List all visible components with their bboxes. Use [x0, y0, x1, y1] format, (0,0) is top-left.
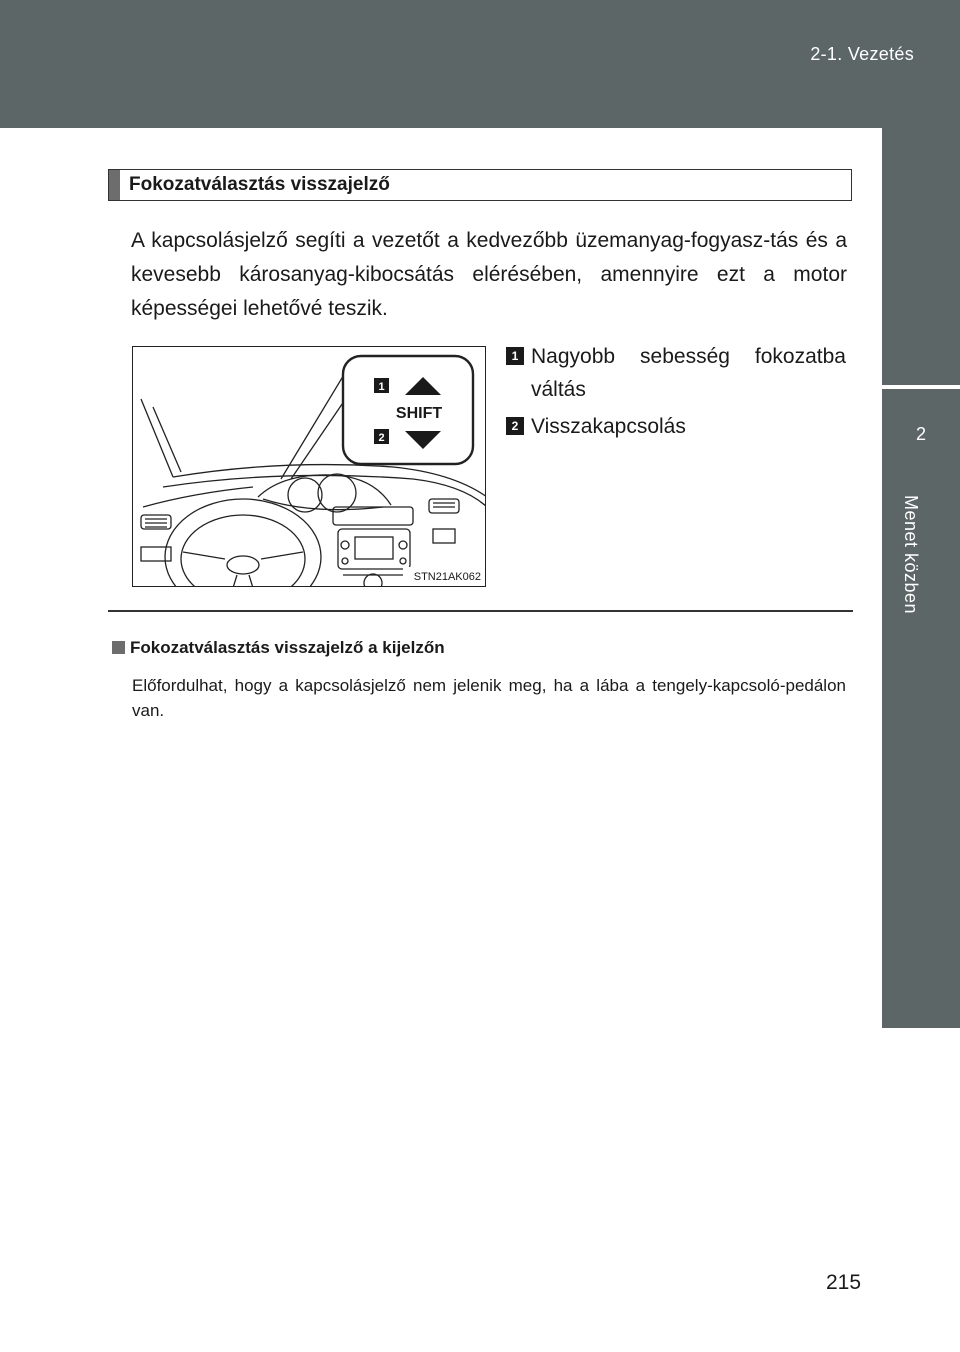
callout-text: Visszakapcsolás — [531, 415, 686, 438]
dashboard-illustration — [132, 346, 486, 587]
shift-label: SHIFT — [395, 405, 443, 422]
intro-paragraph: A kapcsolásjelző segíti a vezetőt a kedvezőbb üzemanyag-fogyasz-tás és a kevesebb károsanyag-kibocsátás elérésében, amennyire ezt a motor képességei lehetővé teszik. — [131, 229, 847, 320]
chapter-number: 2 — [915, 424, 926, 444]
chapter-side-tab — [882, 128, 960, 1028]
callout-badge: 1 — [506, 347, 524, 365]
figure-code: STN21AK062 — [413, 571, 481, 583]
side-tab-divider — [882, 385, 960, 389]
section-breadcrumb: 2-1. Vezetés — [810, 44, 914, 64]
note-heading-text: Fokozatválasztás visszajelző a kijelzőn — [130, 638, 445, 657]
note-body: Előfordulhat, hogy a kapcsolásjelző nem jelenik meg, ha a lába a tengely-kapcsoló-pedálon van. — [132, 676, 846, 720]
figure-callout-2: 2 — [378, 432, 385, 444]
figure-callout-1: 1 — [378, 381, 385, 393]
section-title-box — [108, 169, 852, 201]
square-bullet-icon — [112, 641, 125, 654]
callout-list — [506, 340, 846, 443]
section-divider — [108, 610, 853, 612]
dashboard-drawing — [133, 347, 486, 587]
page-number: 215 — [826, 1271, 862, 1294]
note-heading — [112, 638, 445, 658]
section-title-marker — [109, 170, 120, 200]
callout-item — [506, 410, 846, 443]
callout-badge: 2 — [506, 417, 524, 435]
section-title: Fokozatválasztás visszajelző — [129, 174, 390, 195]
callout-text: Nagyobb sebesség fokozatba váltás — [531, 345, 846, 401]
chapter-label: Menet közben — [901, 495, 921, 615]
callout-item — [506, 340, 846, 406]
